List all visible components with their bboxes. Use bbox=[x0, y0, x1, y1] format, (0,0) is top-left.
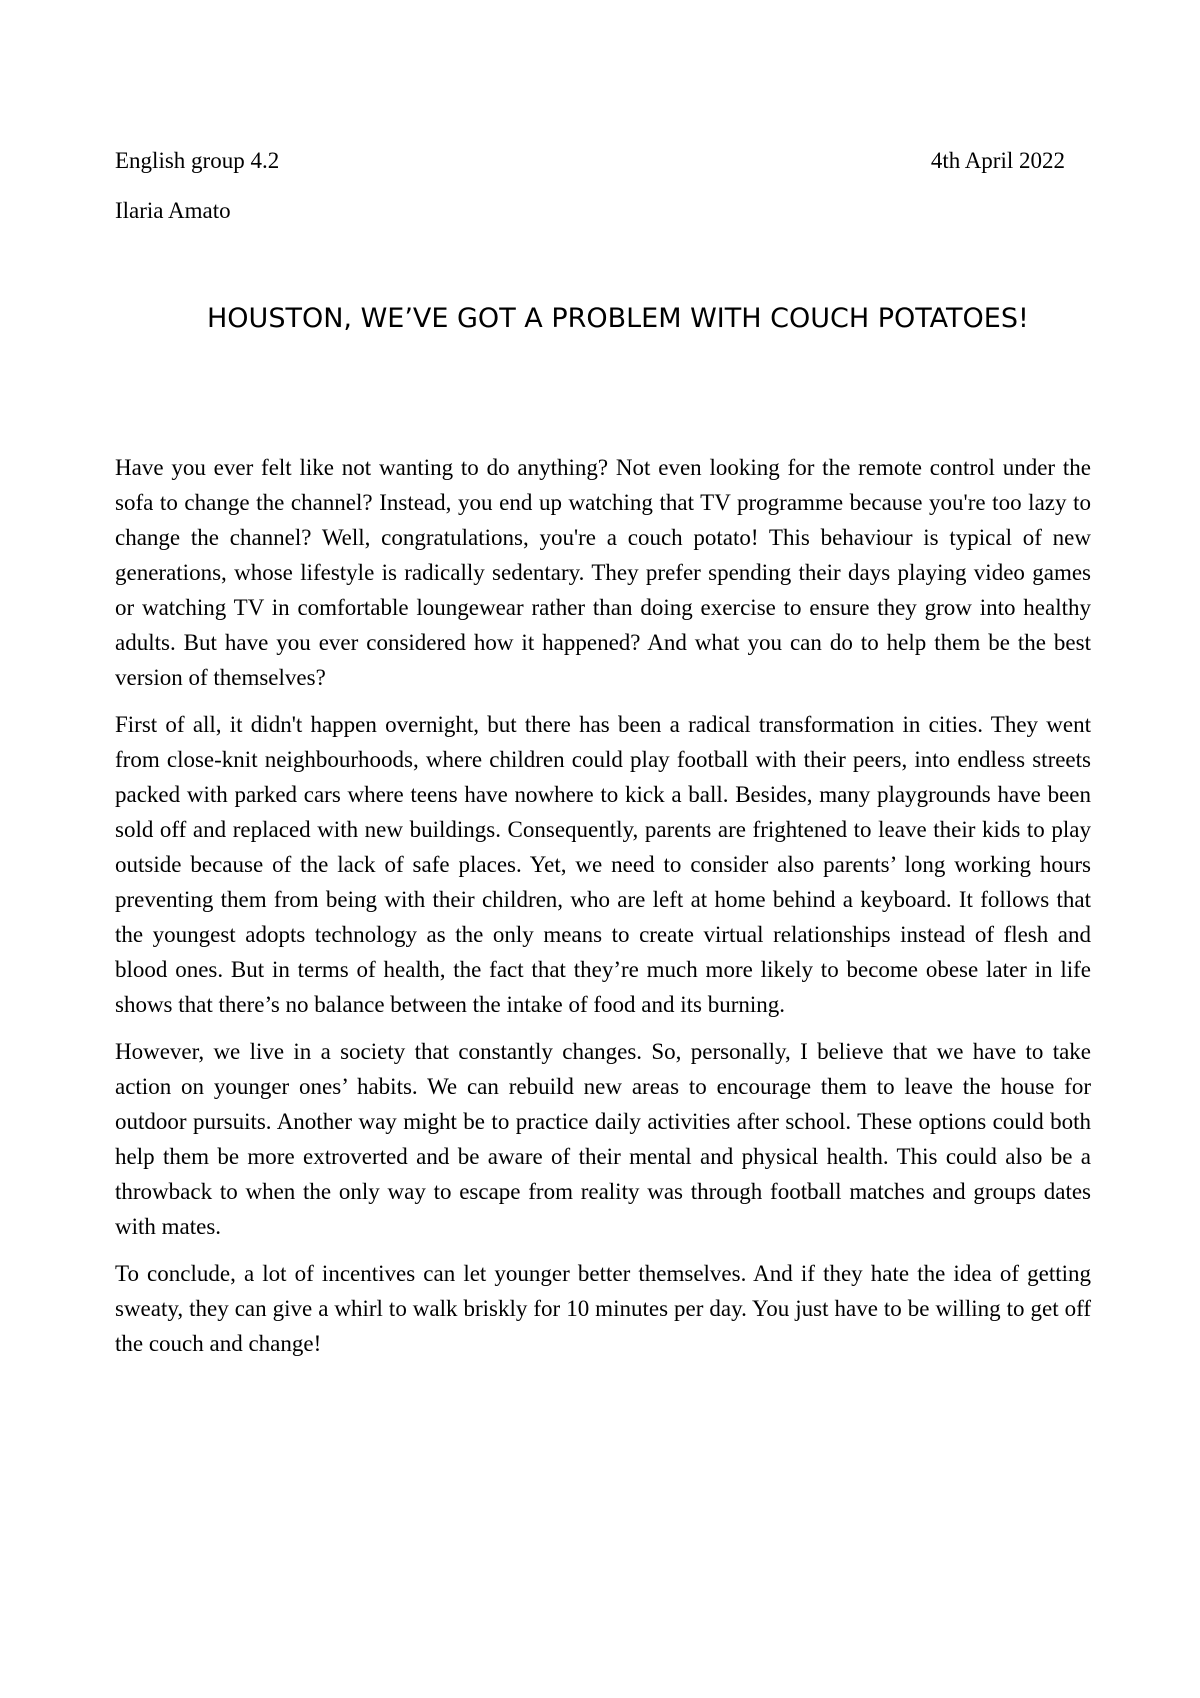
paragraph-4: To conclude, a lot of incentives can let younger better themselves. And if they hate the idea of getting sweaty, they can give a whirl to walk briskly for 10 minutes per day. You just have to be willing to get off the couch and change! bbox=[115, 1261, 1091, 1356]
course-label: English group 4.2 bbox=[115, 148, 280, 173]
date-label: 4th April 2022 bbox=[930, 148, 1065, 173]
paragraph-2: First of all, it didn't happen overnight, but there has been a radical transformation in cities. They went from close-knit neighbourhoods, where children could play football with their peers, into endless streets packed with parked cars where teens have nowhere to kick a ball. Besides, many playgrounds have been sold off and replaced with new buildings. Consequently, parents are frightened to leave their kids to play outside because of the lack of safe places. Yet, we need to consider also parents’ long working hours preventing them from being with their children, who are left at home behind a keyboard. It follows that the youngest adopts technology as the only means to create virtual relationships instead of flesh and blood ones. But in terms of health, the fact that they’re much more likely to become obese later in life shows that there’s no balance between the intake of food and its burning. bbox=[115, 712, 1091, 1017]
essay-title: HOUSTON, WE’VE GOT A PROBLEM WITH COUCH POTATOES! bbox=[207, 303, 1029, 334]
author-name: Ilaria Amato bbox=[115, 198, 231, 223]
header-row bbox=[115, 146, 1065, 176]
essay-body bbox=[115, 450, 1091, 1373]
paragraph-3: However, we live in a society that constantly changes. So, personally, I believe that we have to take action on younger ones’ habits. We can rebuild new areas to encourage them to leave the house for outdoor pursuits. Another way might be to practice daily activities after school. These options could both help them be more extroverted and be aware of their mental and physical health. This could also be a throwback to when the only way to escape from reality was through football matches and groups dates with mates. bbox=[115, 1039, 1091, 1239]
paragraph-1: Have you ever felt like not wanting to do anything? Not even looking for the remote control under the sofa to change the channel? Instead, you end up watching that TV programme because you're too lazy to change the channel? Well, congratulations, you're a couch potato! This behaviour is typical of new generations, whose lifestyle is radically sedentary. They prefer spending their days playing video games or watching TV in comfortable loungewear rather than doing exercise to ensure they grow into healthy adults. But have you ever considered how it happened? And what you can do to help them be the best version of themselves? bbox=[115, 455, 1091, 690]
